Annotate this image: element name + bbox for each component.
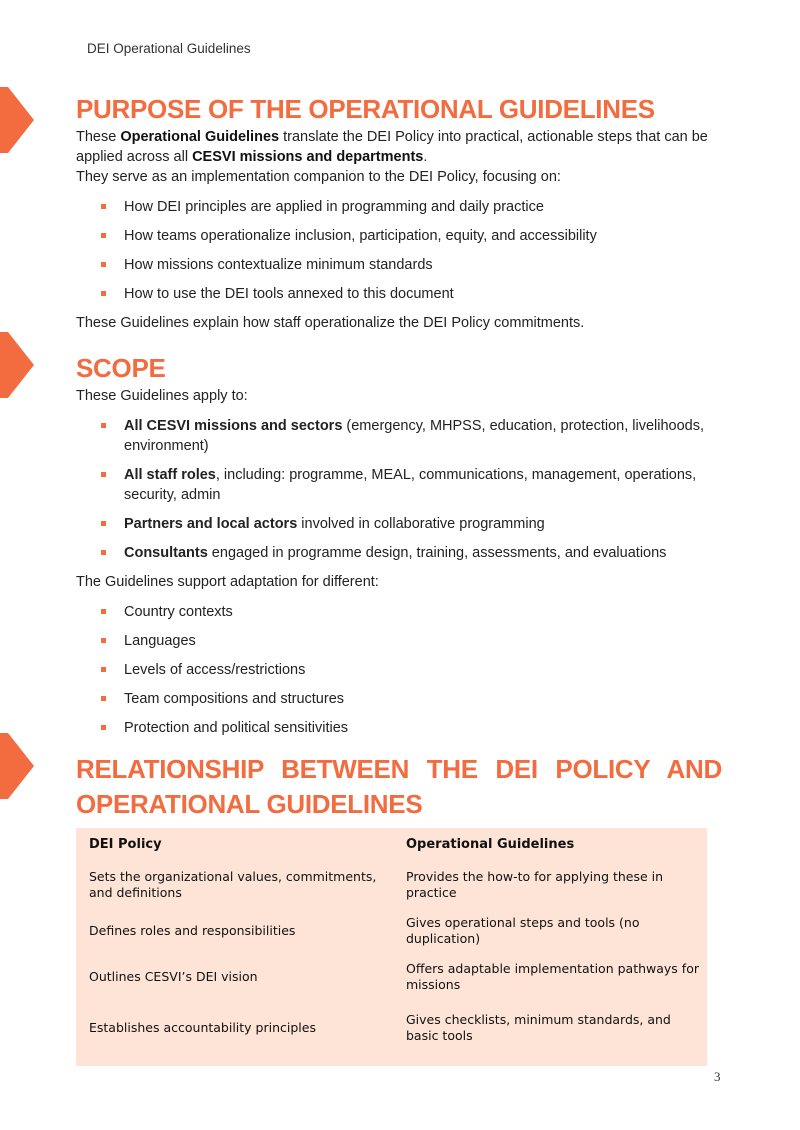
list-item: Partners and local actors involved in collaborative programming [76, 514, 722, 534]
square-bullet-icon [101, 233, 106, 238]
square-bullet-icon [101, 609, 106, 614]
list-item: Languages [76, 631, 722, 651]
table-header-cell: Operational Guidelines [406, 837, 575, 852]
square-bullet-icon [101, 521, 106, 526]
list-item: Levels of access/restrictions [76, 660, 722, 680]
list-item: How teams operationalize inclusion, participation, equity, and accessibility [76, 226, 722, 246]
table-cell: Sets the organizational values, commitments, and definitions [89, 869, 377, 900]
list-item: Team compositions and structures [76, 689, 722, 709]
square-bullet-icon [101, 696, 106, 701]
square-bullet-icon [101, 725, 106, 730]
square-bullet-icon [101, 423, 106, 428]
page-content [76, 92, 722, 1066]
list-item: All CESVI missions and sectors (emergency, MHPSS, education, protection, livelihoods, environment) [76, 416, 722, 456]
table-header-cell: DEI Policy [89, 837, 162, 852]
table-row [76, 862, 707, 908]
scope-bullet-list [76, 416, 722, 563]
table-cell: Establishes accountability principles [89, 1020, 316, 1035]
comparison-table [76, 828, 707, 1066]
scope-intro: These Guidelines apply to: [76, 388, 248, 404]
square-bullet-icon [101, 638, 106, 643]
section-heading-purpose: PURPOSE OF THE OPERATIONAL GUIDELINES [76, 94, 655, 124]
square-bullet-icon [101, 262, 106, 267]
table-cell: Offers adaptable implementation pathways for missions [406, 961, 699, 992]
list-item: How missions contextualize minimum standards [76, 255, 722, 275]
purpose-bullet-list [76, 197, 722, 304]
square-bullet-icon [101, 550, 106, 555]
section-heading-relationship: RELATIONSHIP BETWEEN THE DEI POLICY AND OPERATIONAL GUIDELINES [76, 754, 722, 819]
section-heading-scope: SCOPE [76, 353, 166, 383]
section-marker-icon [0, 87, 34, 153]
square-bullet-icon [101, 204, 106, 209]
section-marker-icon [0, 332, 34, 398]
running-header: DEI Operational Guidelines [87, 41, 251, 56]
table-cell: Gives operational steps and tools (no duplication) [406, 915, 640, 946]
square-bullet-icon [101, 667, 106, 672]
table-header-row [76, 828, 707, 862]
square-bullet-icon [101, 291, 106, 296]
page-number: 3 [714, 1069, 721, 1084]
list-item: How DEI principles are applied in programming and daily practice [76, 197, 722, 217]
square-bullet-icon [101, 472, 106, 477]
list-item: All staff roles, including: programme, MEAL, communications, management, operations, security, admin [76, 465, 722, 505]
adaptation-bullet-list [76, 602, 722, 738]
list-item: Consultants engaged in programme design, training, assessments, and evaluations [76, 543, 722, 563]
table-cell: Provides the how-to for applying these in practice [406, 869, 664, 900]
scope-adaptation-intro: The Guidelines support adaptation for different: [76, 574, 379, 590]
table-cell: Defines roles and responsibilities [89, 923, 296, 938]
list-item: Country contexts [76, 602, 722, 622]
table-cell: Gives checklists, minimum standards, and basic tools [406, 1012, 671, 1043]
section-marker-icon [0, 733, 34, 799]
table-cell: Outlines CESVI’s DEI vision [89, 969, 258, 984]
table-row [76, 954, 707, 1000]
purpose-closing: These Guidelines explain how staff operationalize the DEI Policy commitments. [76, 315, 585, 331]
purpose-intro: These Operational Guidelines translate the DEI Policy into practical, actionable steps that can be applied across all CESVI missions and departments. [76, 129, 708, 165]
table-row [76, 1000, 707, 1066]
purpose-intro-line2: They serve as an implementation companion to the DEI Policy, focusing on: [76, 169, 561, 185]
list-item: How to use the DEI tools annexed to this document [76, 284, 722, 304]
list-item: Protection and political sensitivities [76, 718, 722, 738]
table-row [76, 908, 707, 954]
